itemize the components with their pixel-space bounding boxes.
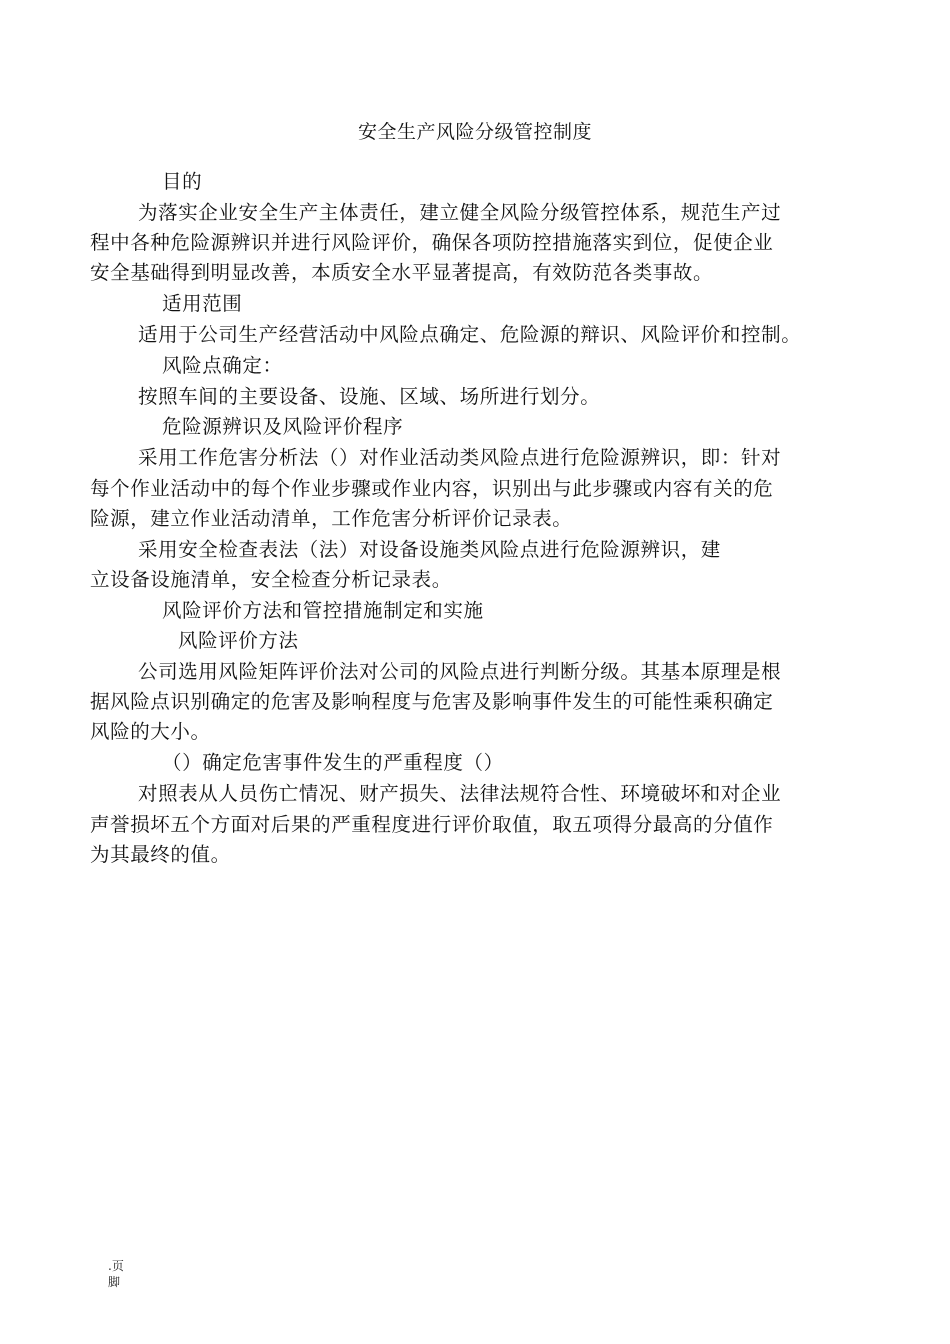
page-footer xyxy=(108,1258,124,1290)
paragraph-line: 安全基础得到明显改善，本质安全水平显著提高，有效防范各类事故。 xyxy=(90,261,714,284)
paragraph-line: 程中各种危险源辨识并进行风险评价，确保各项防控措施落实到位，促使企业 xyxy=(90,231,774,254)
paragraph-line: 声誉损坏五个方面对后果的严重程度进行评价取值，取五项得分最高的分值作 xyxy=(90,813,774,836)
document-title: 安全生产风险分级管控制度 xyxy=(357,121,592,143)
heading-evaluation-method: 风险评价方法和管控措施制定和实施 xyxy=(162,599,484,622)
subheading-risk-evaluation: 风险评价方法 xyxy=(178,629,299,652)
heading-purpose: 目的 xyxy=(162,170,203,193)
paragraph-line: 为落实企业安全生产主体责任，建立健全风险分级管控体系，规范生产过 xyxy=(138,201,782,224)
paragraph-line: 适用于公司生产经营活动中风险点确定、危险源的辩识、风险评价和控制。 xyxy=(138,323,802,346)
paragraph-line: 风险的大小。 xyxy=(90,720,211,743)
paragraph-line: 据风险点识别确定的危害及影响程度与危害及影响事件发生的可能性乘积确定 xyxy=(90,690,774,713)
paragraph-line: 险源，建立作业活动清单，工作危害分析评价记录表。 xyxy=(90,507,573,530)
paragraph-line: 立设备设施清单，安全检查分析记录表。 xyxy=(90,568,452,591)
heading-hazard-procedure: 危险源辨识及风险评价程序 xyxy=(162,415,404,438)
paragraph-line: 采用工作危害分析法（）对作业活动类风险点进行危险源辨识，即：针对 xyxy=(138,446,782,469)
paragraph-line: 每个作业活动中的每个作业步骤或作业内容，识别出与此步骤或内容有关的危 xyxy=(90,477,774,500)
subheading-severity: （）确定危害事件发生的严重程度（） xyxy=(162,751,504,774)
paragraph-line: 公司选用风险矩阵评价法对公司的风险点进行判断分级。其基本原理是根 xyxy=(138,660,782,683)
heading-scope: 适用范围 xyxy=(162,292,243,315)
footer-line: .页 xyxy=(108,1259,124,1273)
paragraph-line: 按照车间的主要设备、设施、区域、场所进行划分。 xyxy=(138,385,601,408)
heading-risk-point: 风险点确定： xyxy=(162,354,283,377)
paragraph-line: 采用安全检查表法（法）对设备设施类风险点进行危险源辨识，建 xyxy=(138,538,721,561)
footer-line: 脚 xyxy=(108,1275,121,1289)
paragraph-line: 对照表从人员伤亡情况、财产损失、法律法规符合性、环境破坏和对企业 xyxy=(138,782,782,805)
paragraph-line: 为其最终的值。 xyxy=(90,843,231,866)
